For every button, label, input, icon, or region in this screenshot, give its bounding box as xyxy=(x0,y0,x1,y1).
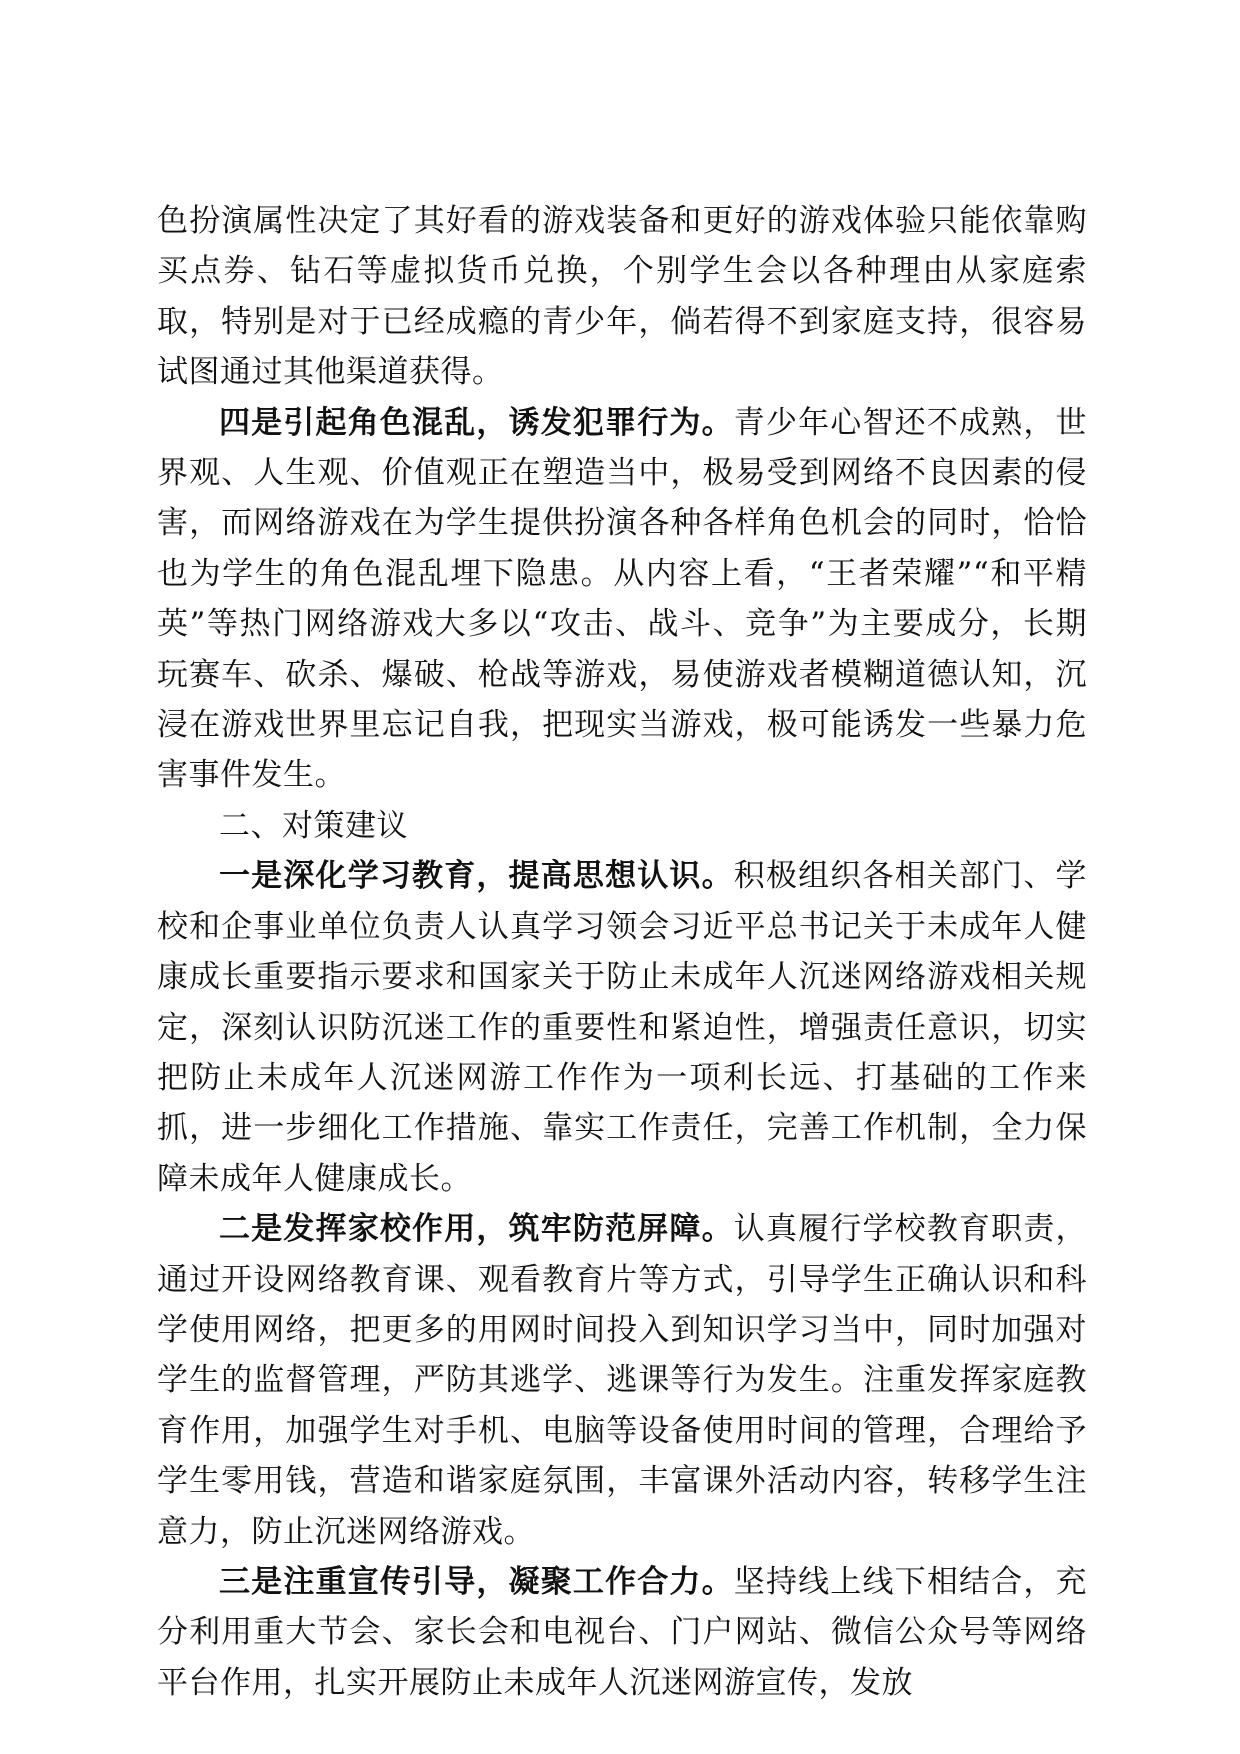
recommendation-three xyxy=(157,1557,1087,1708)
recommendation-two xyxy=(157,1204,1087,1557)
recommendation-one xyxy=(157,851,1087,1204)
paragraph-point-four xyxy=(157,398,1087,801)
paragraph-body: 色扮演属性决定了其好看的游戏装备和更好的游戏体验只能依靠购买点券、钻石等虚拟货币兑换，个别学生会以各种理由从家庭索取，特别是对于已经成瘾的青少年，倘若得不到家庭支持，很容易试图通过其他渠道获得。 xyxy=(157,203,1087,391)
paragraph-body: 坚持线上线下相结合，充分利用重大节会、家长会和电视台、门户网站、微信公众号等网络平台作用，扎实开展防止未成年人沉迷网游宣传，发放 xyxy=(157,1563,1088,1701)
paragraph-lead: 三是注重宣传引导，凝聚工作合力。 xyxy=(219,1563,734,1600)
paragraph-body: 认真履行学校教育职责，通过开设网络教育课、观看教育片等方式，引导学生正确认识和科学使用网络，把更多的用网时间投入到知识学习当中，同时加强对学生的监督管理，严防其逃学、逃课等行为发生。注重发挥家庭教育作用，加强学生对手机、电脑等设备使用时间的管理，合理给予学生零用钱，营造和谐家庭氛围，丰富课外活动内容，转移学生注意力，防止沉迷网络游戏。 xyxy=(157,1211,1088,1550)
paragraph-body: 青少年心智还不成熟，世界观、人生观、价值观正在塑造当中，极易受到网络不良因素的侵害，而网络游戏在为学生提供扮演各种各样角色机会的同时，恰恰也为学生的角色混乱埋下隐患。从内容上看，“王者荣耀”“和平精英”等热门网络游戏大多以“攻击、战斗、竞争”为主要成分，长期玩赛车、砍杀、爆破、枪战等游戏，易使游戏者模糊道德认知，沉浸在游戏世界里忘记自我，把现实当游戏，极可能诱发一些暴力危害事件发生。 xyxy=(157,404,1088,794)
document-body xyxy=(157,196,1087,1708)
paragraph-lead: 二是发挥家校作用，筑牢防范屏障。 xyxy=(219,1211,734,1248)
paragraph-body: 积极组织各相关部门、学校和企事业单位负责人认真学习领会习近平总书记关于未成年人健康成长重要指示要求和国家关于防止未成年人沉迷网络游戏相关规定，深刻认识防沉迷工作的重要性和紧迫性，增强责任意识，切实把防止未成年人沉迷网游工作作为一项利长远、打基础的工作来抓，进一步细化工作措施、靠实工作责任，完善工作机制，全力保障未成年人健康成长。 xyxy=(157,858,1088,1197)
paragraph-lead: 一是深化学习教育，提高思想认识。 xyxy=(219,858,734,895)
paragraph-lead: 四是引起角色混乱，诱发犯罪行为。 xyxy=(219,404,734,441)
paragraph-continuation xyxy=(157,196,1087,398)
section-heading: 二、对策建议 xyxy=(219,807,408,844)
